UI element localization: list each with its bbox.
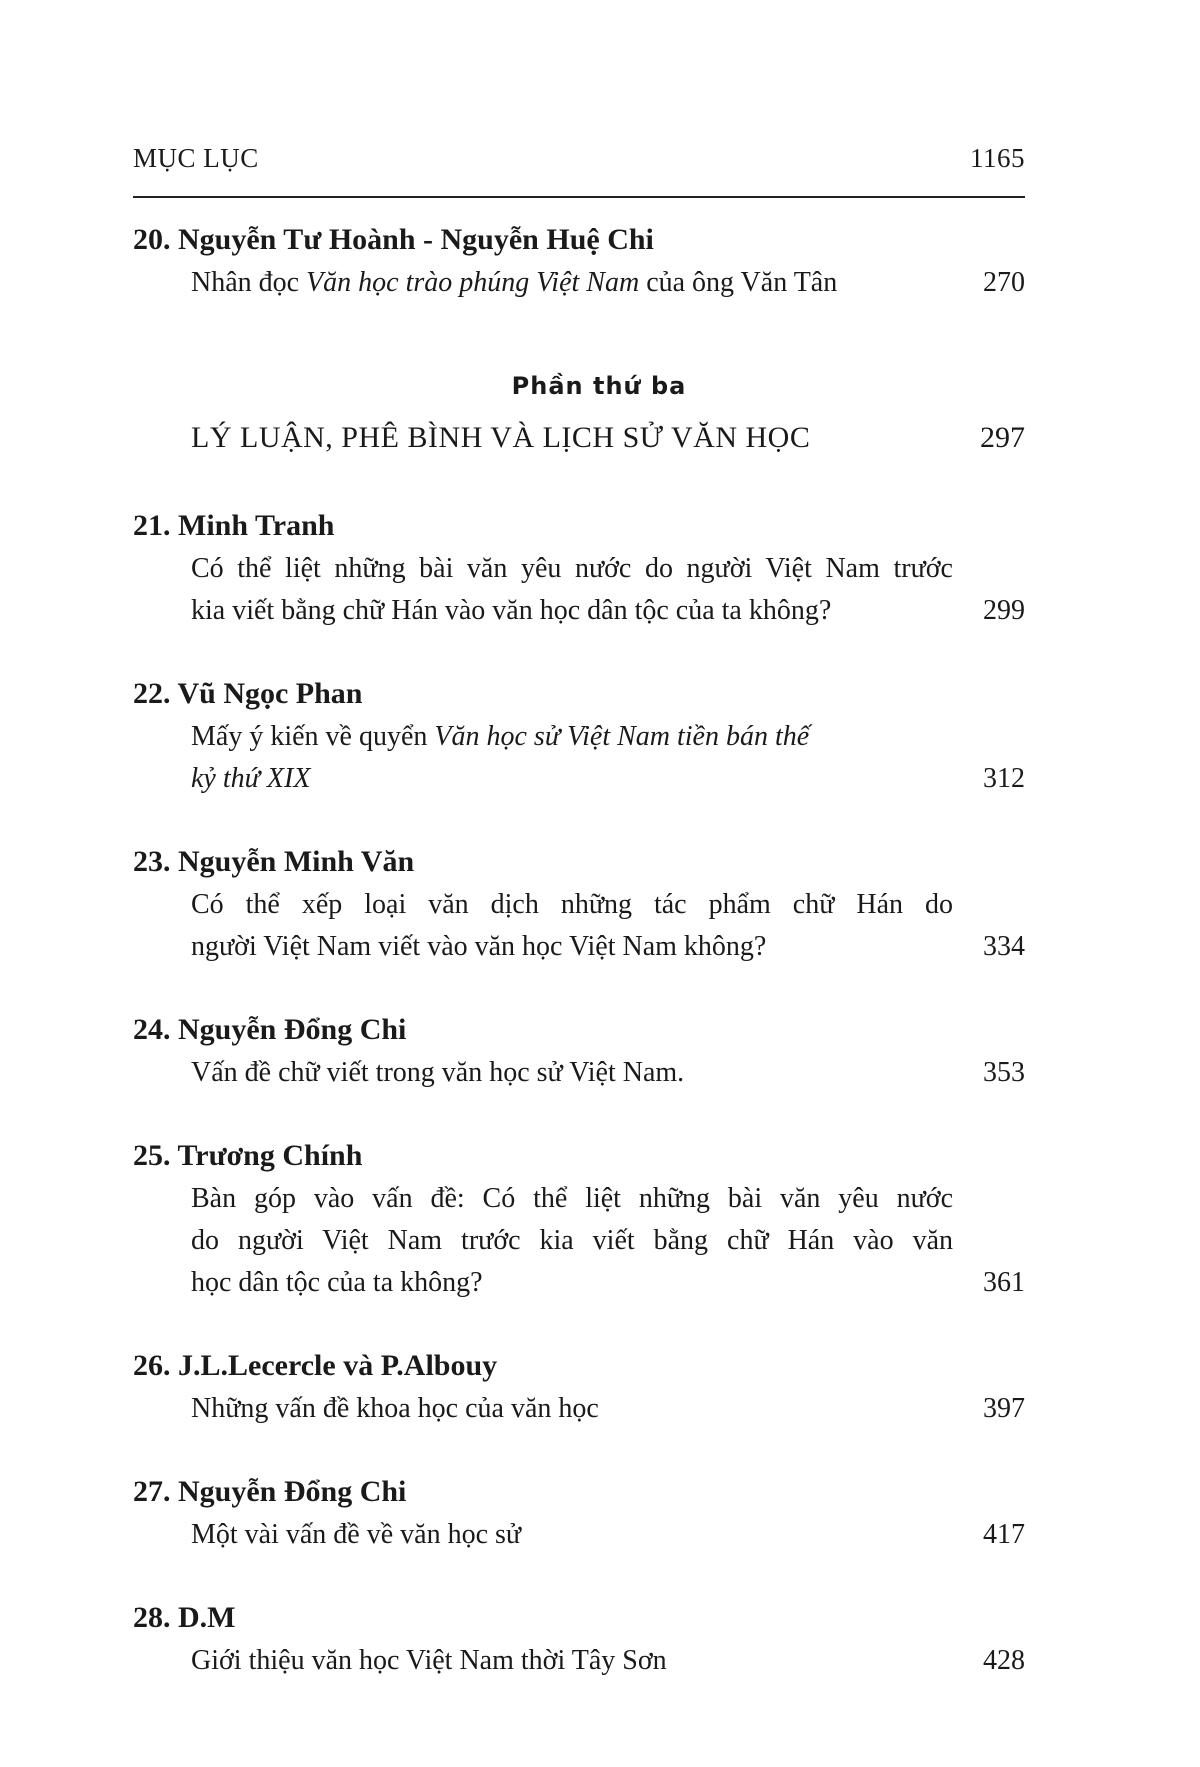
entry-title: Bàn góp vào vấn đề: Có thể liệt những bài văn yêu nước bbox=[191, 1183, 953, 1214]
toc-entry-25 bbox=[133, 1134, 1025, 1304]
entry-title: kỷ thứ XIX bbox=[191, 763, 311, 794]
entry-title: Có thể xếp loại văn dịch những tác phẩm chữ Hán do bbox=[191, 889, 953, 920]
author-name: Nguyễn Đổng Chi bbox=[178, 1475, 407, 1508]
entry-title-line bbox=[133, 1052, 1025, 1094]
entry-page: 334 bbox=[983, 931, 1025, 962]
toc-entry-20 bbox=[133, 218, 1025, 304]
entry-title: Một vài vấn đề về văn học sử bbox=[191, 1519, 522, 1550]
entry-number: 23. bbox=[133, 845, 171, 878]
author-name: Vũ Ngọc Phan bbox=[177, 677, 363, 710]
entry-title-line bbox=[133, 1388, 1025, 1430]
toc-entry-23 bbox=[133, 840, 1025, 968]
entry-author bbox=[133, 1470, 1025, 1514]
entry-title-line bbox=[133, 548, 1025, 590]
author-name: Trương Chính bbox=[177, 1139, 363, 1172]
toc-list bbox=[133, 218, 1025, 1722]
author-name: Minh Tranh bbox=[178, 509, 335, 542]
entry-page: 361 bbox=[983, 1267, 1025, 1298]
entry-author bbox=[133, 504, 1025, 548]
entry-title: Nhân đọc Văn học trào phúng Việt Nam của ông Văn Tân bbox=[191, 267, 838, 298]
entry-title-line bbox=[133, 1640, 1025, 1682]
entry-author bbox=[133, 1134, 1025, 1178]
entry-page: 397 bbox=[983, 1393, 1025, 1424]
section-label: Phần thứ ba bbox=[511, 372, 687, 400]
author-name: Nguyễn Đổng Chi bbox=[178, 1013, 407, 1046]
entry-title-line bbox=[133, 590, 1025, 632]
entry-title: Giới thiệu văn học Việt Nam thời Tây Sơn bbox=[191, 1645, 667, 1676]
entry-title: học dân tộc của ta không? bbox=[191, 1267, 483, 1298]
entry-title: do người Việt Nam trước kia viết bằng chữ Hán vào văn bbox=[191, 1225, 953, 1256]
entry-author bbox=[133, 840, 1025, 884]
toc-entry-26 bbox=[133, 1344, 1025, 1430]
entry-author bbox=[133, 1008, 1025, 1052]
author-name: J.L.Lecercle và P.Albouy bbox=[178, 1349, 498, 1382]
entry-page: 312 bbox=[983, 763, 1025, 794]
toc-entry-21 bbox=[133, 504, 1025, 632]
entry-author bbox=[133, 1596, 1025, 1640]
entry-number: 28. bbox=[133, 1601, 171, 1634]
toc-entry-24 bbox=[133, 1008, 1025, 1094]
entry-title-line bbox=[133, 1262, 1025, 1304]
author-name: D.M bbox=[178, 1601, 236, 1634]
header-rule bbox=[133, 196, 1025, 198]
entry-number: 22. bbox=[133, 677, 171, 710]
section-page: 297 bbox=[980, 421, 1025, 454]
entry-number: 20. bbox=[133, 223, 171, 256]
entry-author bbox=[133, 1344, 1025, 1388]
toc-entry-27 bbox=[133, 1470, 1025, 1556]
entry-page: 417 bbox=[983, 1519, 1025, 1550]
running-header bbox=[133, 143, 1025, 174]
entry-title-line bbox=[133, 1514, 1025, 1556]
entry-page: 299 bbox=[983, 595, 1025, 626]
section-title-line bbox=[133, 412, 1025, 464]
toc-entry-28 bbox=[133, 1596, 1025, 1682]
entry-title: Vấn đề chữ viết trong văn học sử Việt Nam. bbox=[191, 1057, 685, 1088]
entry-title-line bbox=[133, 262, 1025, 304]
entry-author bbox=[133, 672, 1025, 716]
entry-title-line bbox=[133, 926, 1025, 968]
header-title: MỤC LỤC bbox=[133, 143, 259, 173]
entry-title: Có thể liệt những bài văn yêu nước do người Việt Nam trước bbox=[191, 553, 953, 584]
entry-page: 353 bbox=[983, 1057, 1025, 1088]
author-name: Nguyễn Minh Văn bbox=[178, 845, 415, 878]
author-name: Nguyễn Tư Hoành - Nguyễn Huệ Chi bbox=[178, 223, 654, 256]
entry-number: 25. bbox=[133, 1139, 171, 1172]
entry-title-line bbox=[133, 716, 1025, 758]
entry-title: kia viết bằng chữ Hán vào văn học dân tộc của ta không? bbox=[191, 595, 832, 626]
entry-title: Mấy ý kiến về quyển Văn học sử Việt Nam tiền bán thế bbox=[191, 721, 810, 752]
entry-title-line bbox=[133, 1178, 1025, 1220]
toc-entry-22 bbox=[133, 672, 1025, 800]
entry-title-line bbox=[133, 758, 1025, 800]
entry-page: 428 bbox=[983, 1645, 1025, 1676]
entry-title: người Việt Nam viết vào văn học Việt Nam không? bbox=[191, 931, 767, 962]
page-number: 1165 bbox=[970, 143, 1025, 173]
section-title: LÝ LUẬN, PHÊ BÌNH VÀ LỊCH SỬ VĂN HỌC bbox=[191, 421, 811, 454]
entry-number: 27. bbox=[133, 1475, 171, 1508]
entry-title-line bbox=[133, 1220, 1025, 1262]
entry-number: 26. bbox=[133, 1349, 171, 1382]
entry-title-line bbox=[133, 884, 1025, 926]
entry-number: 24. bbox=[133, 1013, 171, 1046]
entry-number: 21. bbox=[133, 509, 171, 542]
section-heading bbox=[133, 366, 1025, 464]
entry-page: 270 bbox=[983, 267, 1025, 298]
entry-author bbox=[133, 218, 1025, 262]
entry-title: Những vấn đề khoa học của văn học bbox=[191, 1393, 599, 1424]
